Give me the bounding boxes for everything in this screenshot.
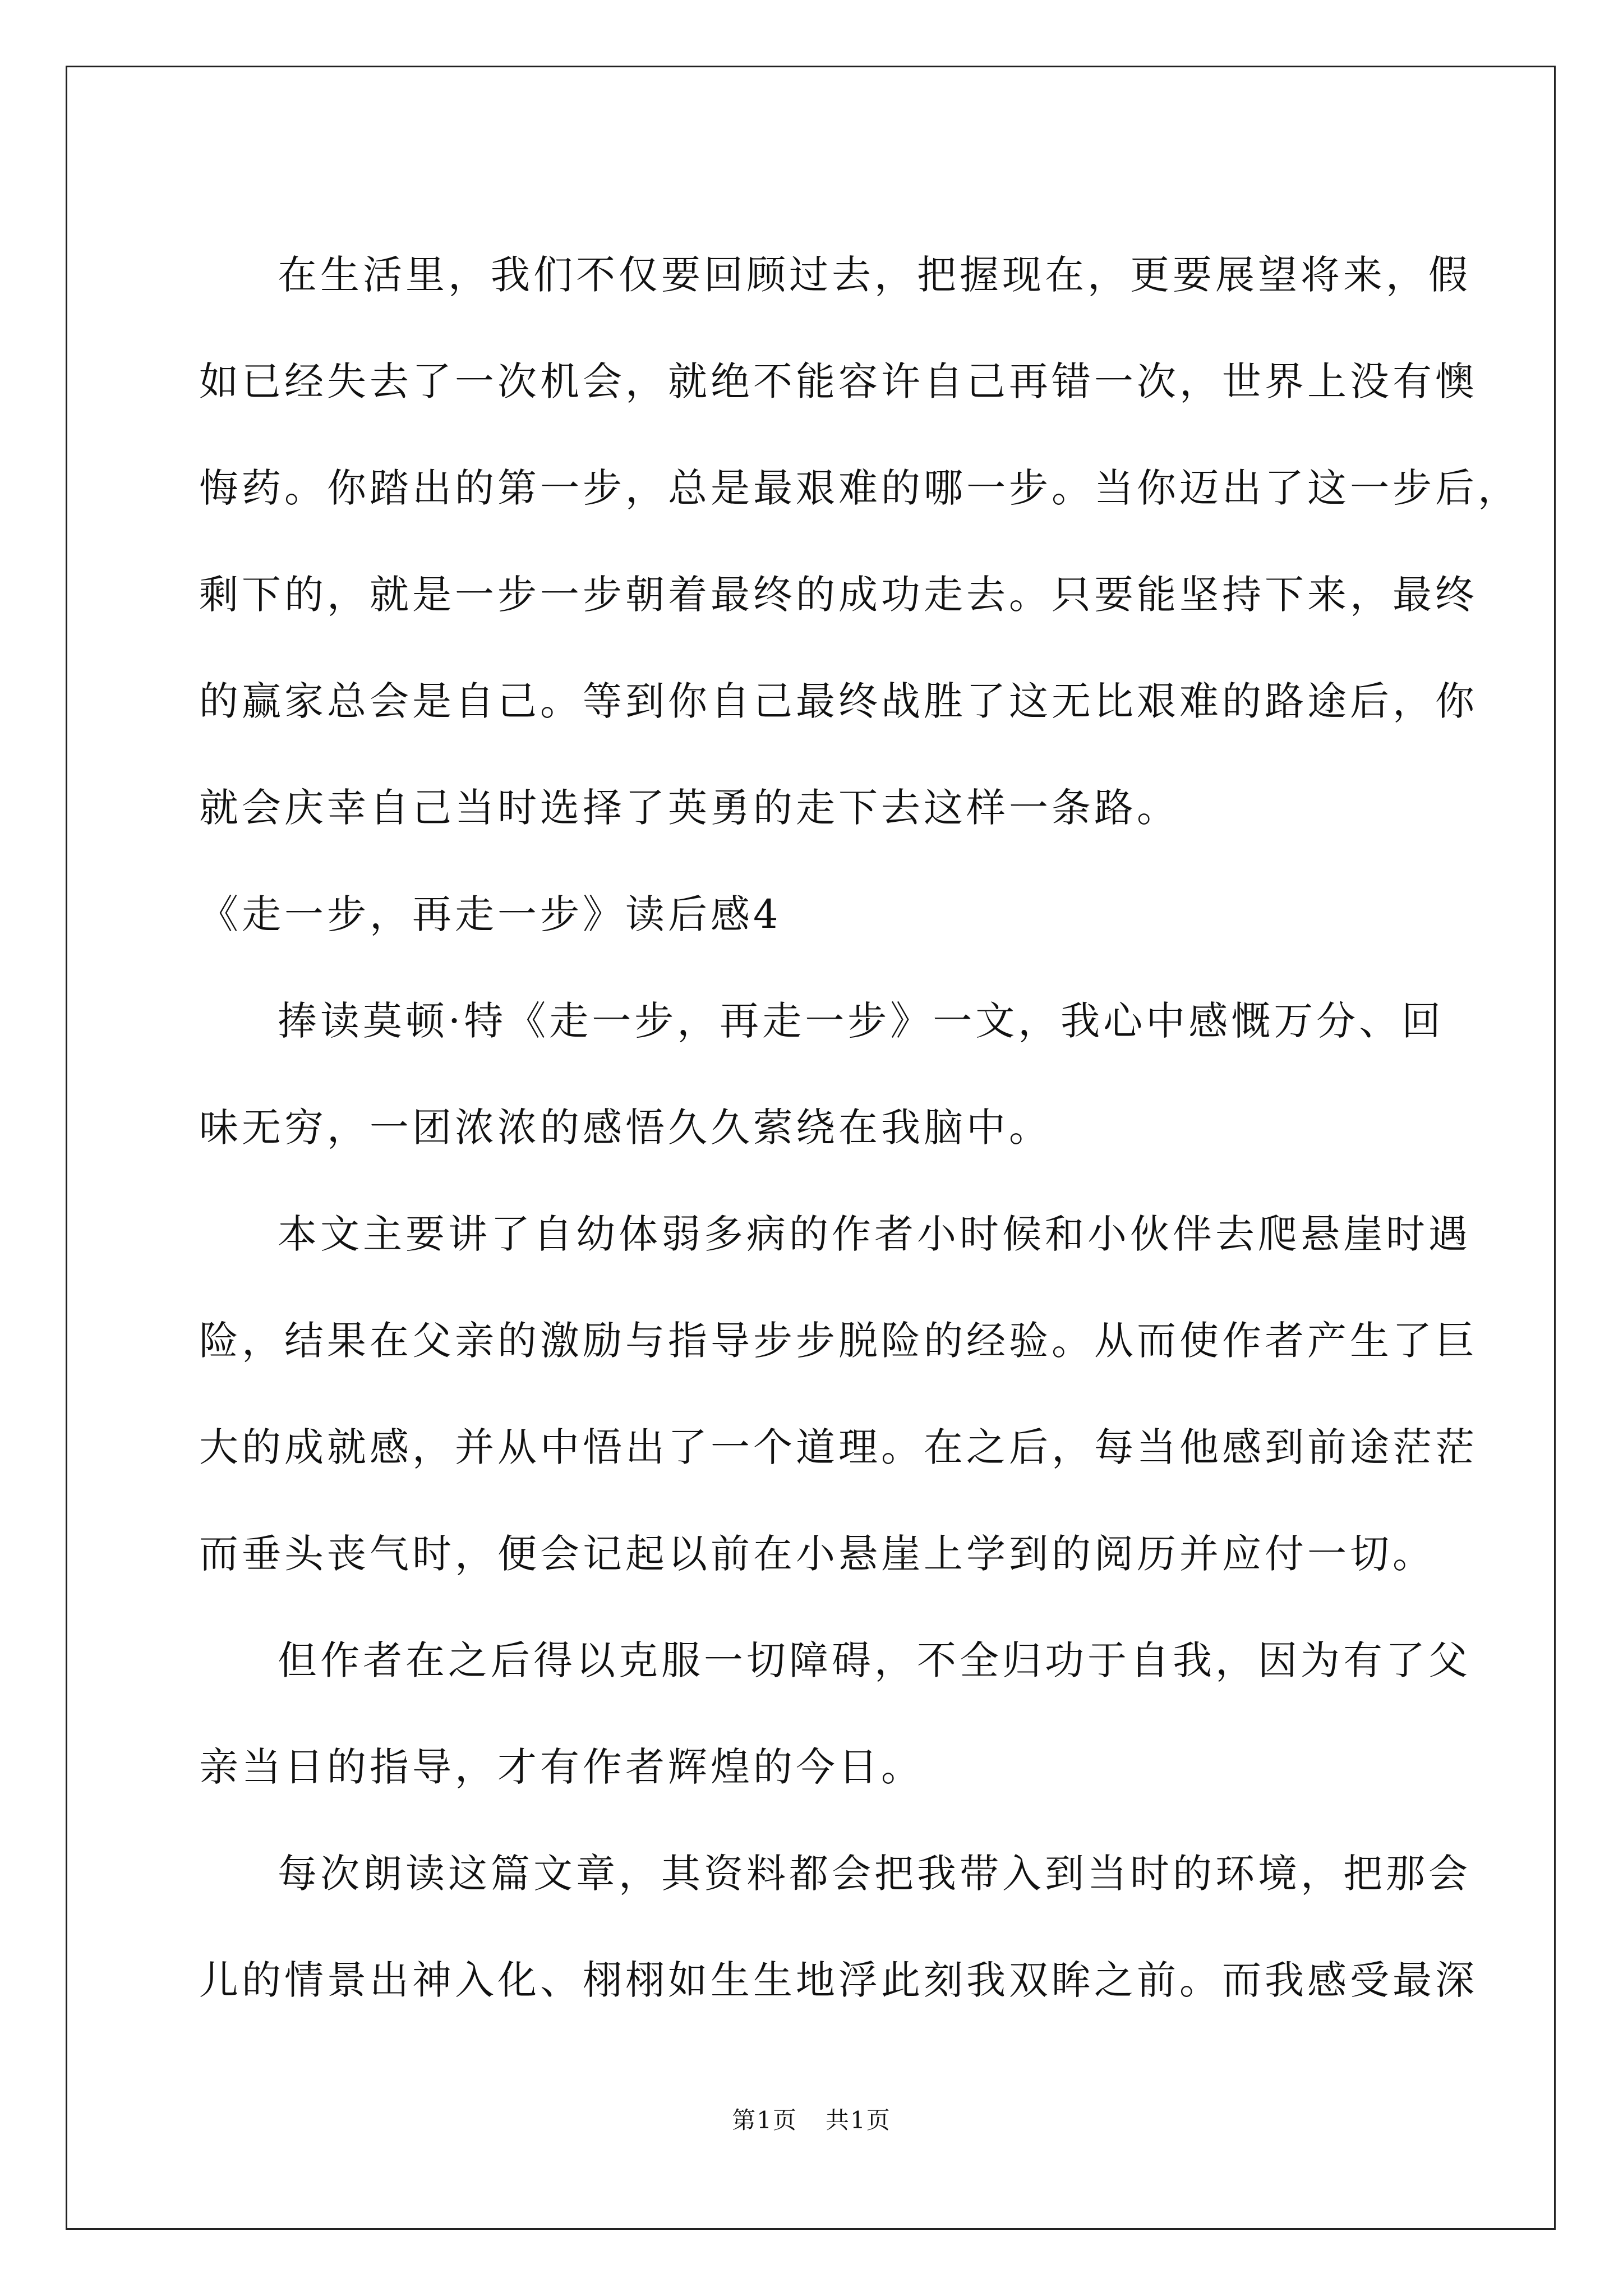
text-line: 如已经失去了一次机会，就绝不能容许自己再错一次，世界上没有懊 <box>199 358 1478 404</box>
page-number-current: 第1页 <box>732 2106 797 2134</box>
page-footer <box>0 2104 1623 2137</box>
document-body <box>199 222 1520 2033</box>
text-line: 就会庆幸自己当时选择了英勇的走下去这样一条路。 <box>199 785 1179 831</box>
text-line: 味无穷，一团浓浓的感悟久久萦绕在我脑中。 <box>199 1105 1052 1151</box>
text-line: 的赢家总会是自己。等到你自己最终战胜了这无比艰难的路途后，你 <box>199 678 1478 724</box>
text-line: 儿的情景出神入化、栩栩如生生地浮此刻我双眸之前。而我感受最深 <box>199 1957 1478 2003</box>
section-heading: 《走一步，再走一步》读后感4 <box>199 891 782 937</box>
text-line: 捧读莫顿·特《走一步，再走一步》一文，我心中感慨万分、回 <box>278 998 1445 1044</box>
text-line: 在生活里，我们不仅要回顾过去，把握现在，更要展望将来，假 <box>278 252 1471 298</box>
page-number-total: 共1页 <box>826 2106 891 2134</box>
text-line: 但作者在之后得以克服一切障碍，不全归功于自我，因为有了父 <box>278 1637 1471 1683</box>
text-line: 而垂头丧气时，便会记起以前在小悬崖上学到的阅历并应付一切。 <box>199 1531 1435 1577</box>
text-line: 大的成就感，并从中悟出了一个道理。在之后，每当他感到前途茫茫 <box>199 1424 1478 1470</box>
text-line: 剩下的，就是一步一步朝着最终的成功走去。只要能坚持下来，最终 <box>199 572 1478 618</box>
text-line: 每次朗读这篇文章，其资料都会把我带入到当时的环境，把那会 <box>278 1851 1471 1897</box>
text-line: 悔药。你踏出的第一步，总是最艰难的哪一步。当你迈出了这一步后， <box>199 465 1520 511</box>
text-line: 险，结果在父亲的激励与指导步步脱险的经验。从而使作者产生了巨 <box>199 1318 1478 1364</box>
text-line: 本文主要讲了自幼体弱多病的作者小时候和小伙伴去爬悬崖时遇 <box>278 1211 1471 1257</box>
text-line: 亲当日的指导，才有作者辉煌的今日。 <box>199 1744 924 1790</box>
